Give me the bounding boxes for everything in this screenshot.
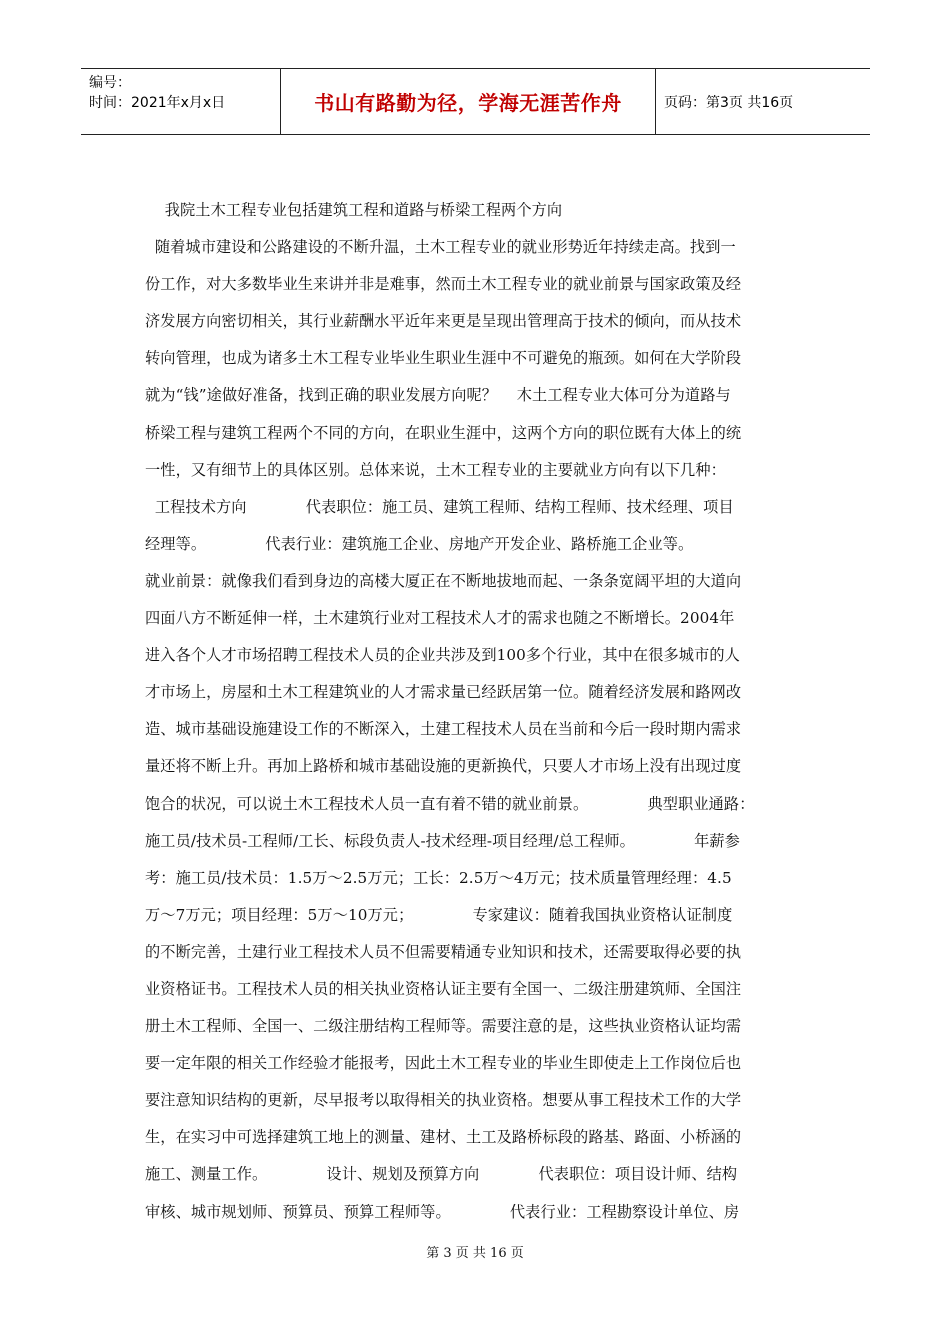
body-text-line: 随着城市建设和公路建设的不断升温，土木工程专业的就业形势近年持续走高。找到一 — [145, 238, 736, 257]
body-text-line: 四面八方不断延伸一样，土木建筑行业对工程技术人才的需求也随之不断增长。2004年 — [145, 609, 735, 628]
header-meta-cell — [81, 69, 281, 134]
body-text-line: 就为“钱”途做好准备，找到正确的职业发展方向呢？ 木土工程专业大体可分为道路与 — [145, 386, 731, 405]
body-text-line: 册土木工程师、全国一、二级注册结构工程师等。需要注意的是，这些执业资格认证均需 — [145, 1017, 742, 1036]
body-text-line: 施工、测量工作。 设计、规划及预算方向 代表职位：项目设计师、结构 — [145, 1165, 738, 1184]
header-motto: 书山有路勤为径，学海无涯苦作舟 — [281, 69, 656, 134]
body-text-line: 造、城市基础设施建设工作的不断深入，土建工程技术人员在当前和今后一段时期内需求 — [145, 720, 742, 739]
body-text-line: 经理等。 代表行业：建筑施工企业、房地产开发企业、路桥施工企业等。 — [145, 534, 694, 553]
document-time-label: 时间：2021年x月x日 — [89, 95, 226, 111]
body-text-line: 饱合的状况，可以说土木工程技术人员一直有着不错的就业前景。 典型职业通路： — [145, 794, 755, 813]
body-text-line: 的不断完善，土建行业工程技术人员不但需要精通专业知识和技术，还需要取得必要的执 — [145, 942, 742, 961]
body-text-line: 工程技术方向 代表职位：施工员、建筑工程师、结构工程师、技术经理、项目 — [145, 497, 734, 516]
body-text-line: 进入各个人才市场招聘工程技术人员的企业共涉及到100多个行业，其中在很多城市的人 — [145, 646, 740, 665]
body-text-line: 才市场上，房屋和土木工程建筑业的人才需求量已经跃居第一位。随着经济发展和路网改 — [145, 683, 742, 702]
body-text-line: 审核、城市规划师、预算员、预算工程师等。 代表行业：工程勘察设计单位、房 — [145, 1202, 740, 1221]
page-footer: 第 3 页 共 16 页 — [426, 1246, 524, 1261]
document-number-label: 编号： — [89, 75, 131, 91]
body-text-line: 施工员/技术员-工程师/工长、标段负责人-技术经理-项目经理/总工程师。 年薪参 — [145, 831, 740, 850]
document-body — [145, 192, 809, 1231]
body-text-line: 桥梁工程与建筑工程两个不同的方向，在职业生涯中，这两个方向的职位既有大体上的统 — [145, 423, 742, 442]
body-text-line: 考：施工员/技术员：1.5万～2.5万元；工长：2.5万～4万元；技术质量管理经理：4.5 — [145, 868, 732, 887]
body-text-line: 量还将不断上升。再加上路桥和城市基础设施的更新换代，只要人才市场上没有出现过度 — [145, 757, 742, 776]
body-text-line: 就业前景：就像我们看到身边的高楼大厦正在不断地拔地而起、一条条宽阔平坦的大道向 — [145, 571, 742, 590]
body-text-line: 要注意知识结构的更新，尽早报考以取得相关的执业资格。想要从事工程技术工作的大学 — [145, 1091, 742, 1110]
header-page-info: 页码：第3页 共16页 — [664, 94, 794, 111]
body-text-line: 转向管理，也成为诸多土木工程专业毕业生职业生涯中不可避免的瓶颈。如何在大学阶段 — [145, 349, 742, 368]
body-text-line: 我院土木工程专业包括建筑工程和道路与桥梁工程两个方向 — [145, 201, 563, 219]
page-header — [81, 68, 870, 135]
body-text-line: 要一定年限的相关工作经验才能报考，因此土木工程专业的毕业生即使走上工作岗位后也 — [145, 1054, 742, 1073]
body-text-line: 万～7万元；项目经理：5万～10万元； 专家建议：随着我国执业资格认证制度 — [145, 905, 733, 924]
body-text-line: 济发展方向密切相关，其行业薪酬水平近年来更是呈现出管理高于技术的倾向，而从技术 — [145, 312, 742, 331]
body-text-line: 一性，又有细节上的具体区别。总体来说，土木工程专业的主要就业方向有以下几种： — [145, 460, 726, 479]
body-text-line: 份工作，对大多数毕业生来讲并非是难事，然而土木工程专业的就业前景与国家政策及经 — [145, 275, 742, 294]
body-text-line: 业资格证书。工程技术人员的相关执业资格认证主要有全国一、二级注册建筑师、全国注 — [145, 979, 742, 998]
body-text-line: 生，在实习中可选择建筑工地上的测量、建材、土工及路桥标段的路基、路面、小桥涵的 — [145, 1128, 742, 1147]
